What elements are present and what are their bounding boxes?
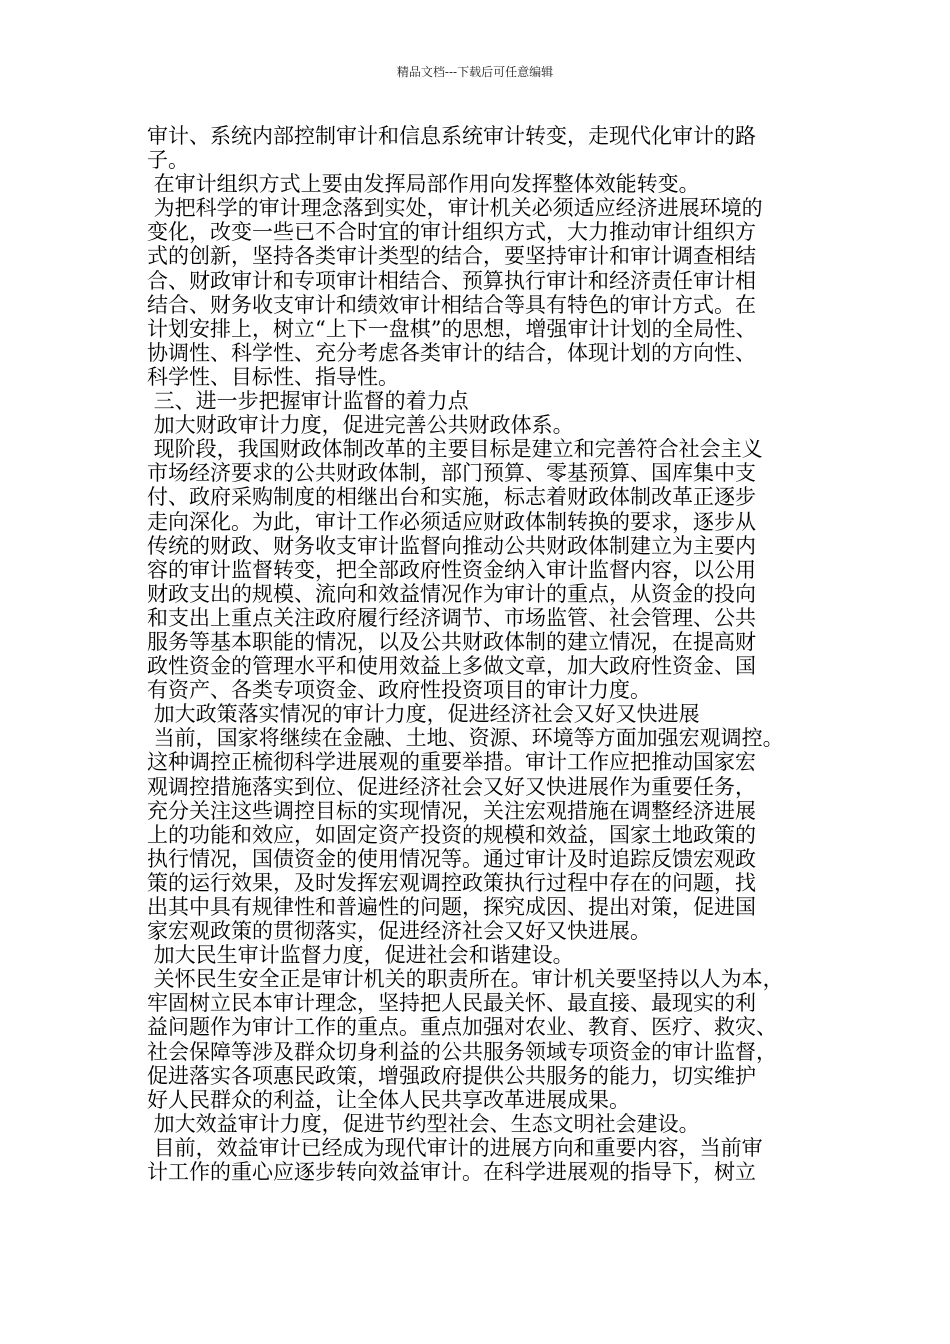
text-line: 在审计组织方式上要由发挥局部作用向发挥整体效能转变。: [147, 172, 700, 197]
text-line: 变化，改变一些已不合时宜的审计组织方式，大力推动审计组织方: [147, 220, 756, 245]
text-line: 好人民群众的利益，让全体人民共享改革进展成果。: [147, 1087, 630, 1112]
text-line: 和支出上重点关注政府履行经济调节、市场监管、社会管理、公共: [147, 605, 756, 630]
text-line: 目前，效益审计已经成为现代审计的进展方向和重要内容，当前审: [147, 1135, 763, 1160]
text-line: 走向深化。为此，审计工作必须适应财政体制转换的要求，逐步从: [147, 509, 756, 534]
text-line: 加大效益审计力度，促进节约型社会、生态文明社会建设。: [147, 1111, 700, 1136]
text-line: 子。: [147, 148, 189, 173]
text-line: 市场经济要求的公共财政体制，部门预算、零基预算、国库集中支: [147, 461, 756, 486]
text-line: 服务等基本职能的情况，以及公共财政体制的建立情况，在提高财: [147, 629, 756, 654]
text-line: 促进落实各项惠民政策，增强政府提供公共服务的能力，切实维护: [147, 1063, 756, 1088]
text-line: 协调性、科学性、充分考虑各类审计的结合，体现计划的方向性、: [147, 340, 756, 365]
document-body: [147, 124, 827, 1184]
text-line: 现阶段，我国财政体制改革的主要目标是建立和完善符合社会主义: [147, 437, 763, 462]
text-line: 容的审计监督转变，把全部政府性资金纳入审计监督内容，以公用: [147, 557, 756, 582]
text-line: 三、进一步把握审计监督的着力点: [147, 389, 469, 414]
text-line: 这种调控正梳彻科学进展观的重要举措。审计工作应把推动国家宏: [147, 750, 756, 775]
text-line: 为把科学的审计理念落到实处，审计机关必须适应经济进展环境的: [147, 196, 763, 221]
text-line: 加大民生审计监督力度，促进社会和谐建设。: [147, 943, 574, 968]
text-line: 观调控措施落实到位、促进经济社会又好又快进展作为重要任务，: [147, 774, 756, 799]
text-line: 当前，国家将继续在金融、土地、资源、环境等方面加强宏观调控。: [147, 726, 784, 751]
page-header: 精品文档---下载后可任意编辑: [396, 65, 554, 79]
text-line: 家宏观政策的贯彻落实，促进经济社会又好又快进展。: [147, 919, 651, 944]
text-line: 财政支出的规模、流向和效益情况作为审计的重点，从资金的投向: [147, 581, 756, 606]
text-line: 科学性、目标性、指导性。: [147, 364, 399, 389]
text-line: 策的运行效果，及时发挥宏观调控政策执行过程中存在的问题，找: [147, 870, 756, 895]
text-line: 传统的财政、财务收支审计监督向推动公共财政体制建立为主要内: [147, 533, 756, 558]
text-line: 有资产、各类专项资金、政府性投资项目的审计力度。: [147, 678, 651, 703]
text-line: 计工作的重心应逐步转向效益审计。在科学进展观的指导下，树立: [147, 1160, 756, 1185]
text-line: 加大政策落实情况的审计力度，促进经济社会又好又快进展: [147, 702, 700, 727]
text-line: 执行情况，国债资金的使用情况等。通过审计及时追踪反馈宏观政: [147, 846, 756, 871]
text-line: 出其中具有规律性和普遍性的问题，探究成因、提出对策，促进国: [147, 895, 756, 919]
text-line: 计划安排上，树立“上下一盘棋”的思想，增强审计计划的全局性、: [147, 316, 757, 341]
text-line: 上的功能和效应，如固定资产投资的规模和效益，国家土地政策的: [147, 822, 756, 847]
text-line: 关怀民生安全正是审计机关的职责所在。审计机关要坚持以人为本，: [147, 967, 784, 992]
text-line: 益问题作为审计工作的重点。重点加强对农业、教育、医疗、救灾、: [147, 1015, 777, 1040]
text-line: 审计、系统内部控制审计和信息系统审计转变，走现代化审计的路: [147, 124, 756, 148]
text-line: 社会保障等涉及群众切身利益的公共服务领域专项资金的审计监督，: [147, 1039, 777, 1064]
text-line: 政性资金的管理水平和使用效益上多做文章，加大政府性资金、国: [147, 654, 756, 679]
text-line: 式的创新，坚持各类审计类型的结合，要坚持审计和审计调查相结: [147, 244, 756, 269]
text-line: 合、财政审计和专项审计相结合、预算执行审计和经济责任审计相: [147, 268, 756, 293]
text-line: 结合、财务收支审计和绩效审计相结合等具有特色的审计方式。在: [147, 292, 756, 317]
text-line: 加大财政审计力度，促进完善公共财政体系。: [147, 413, 574, 438]
text-line: 付、政府采购制度的相继出台和实施，标志着财政体制改革正逐步: [147, 485, 756, 510]
text-line: 充分关注这些调控目标的实现情况，关注宏观措施在调整经济进展: [147, 798, 756, 823]
text-line: 牢固树立民本审计理念，坚持把人民最关怀、最直接、最现实的利: [147, 991, 756, 1016]
